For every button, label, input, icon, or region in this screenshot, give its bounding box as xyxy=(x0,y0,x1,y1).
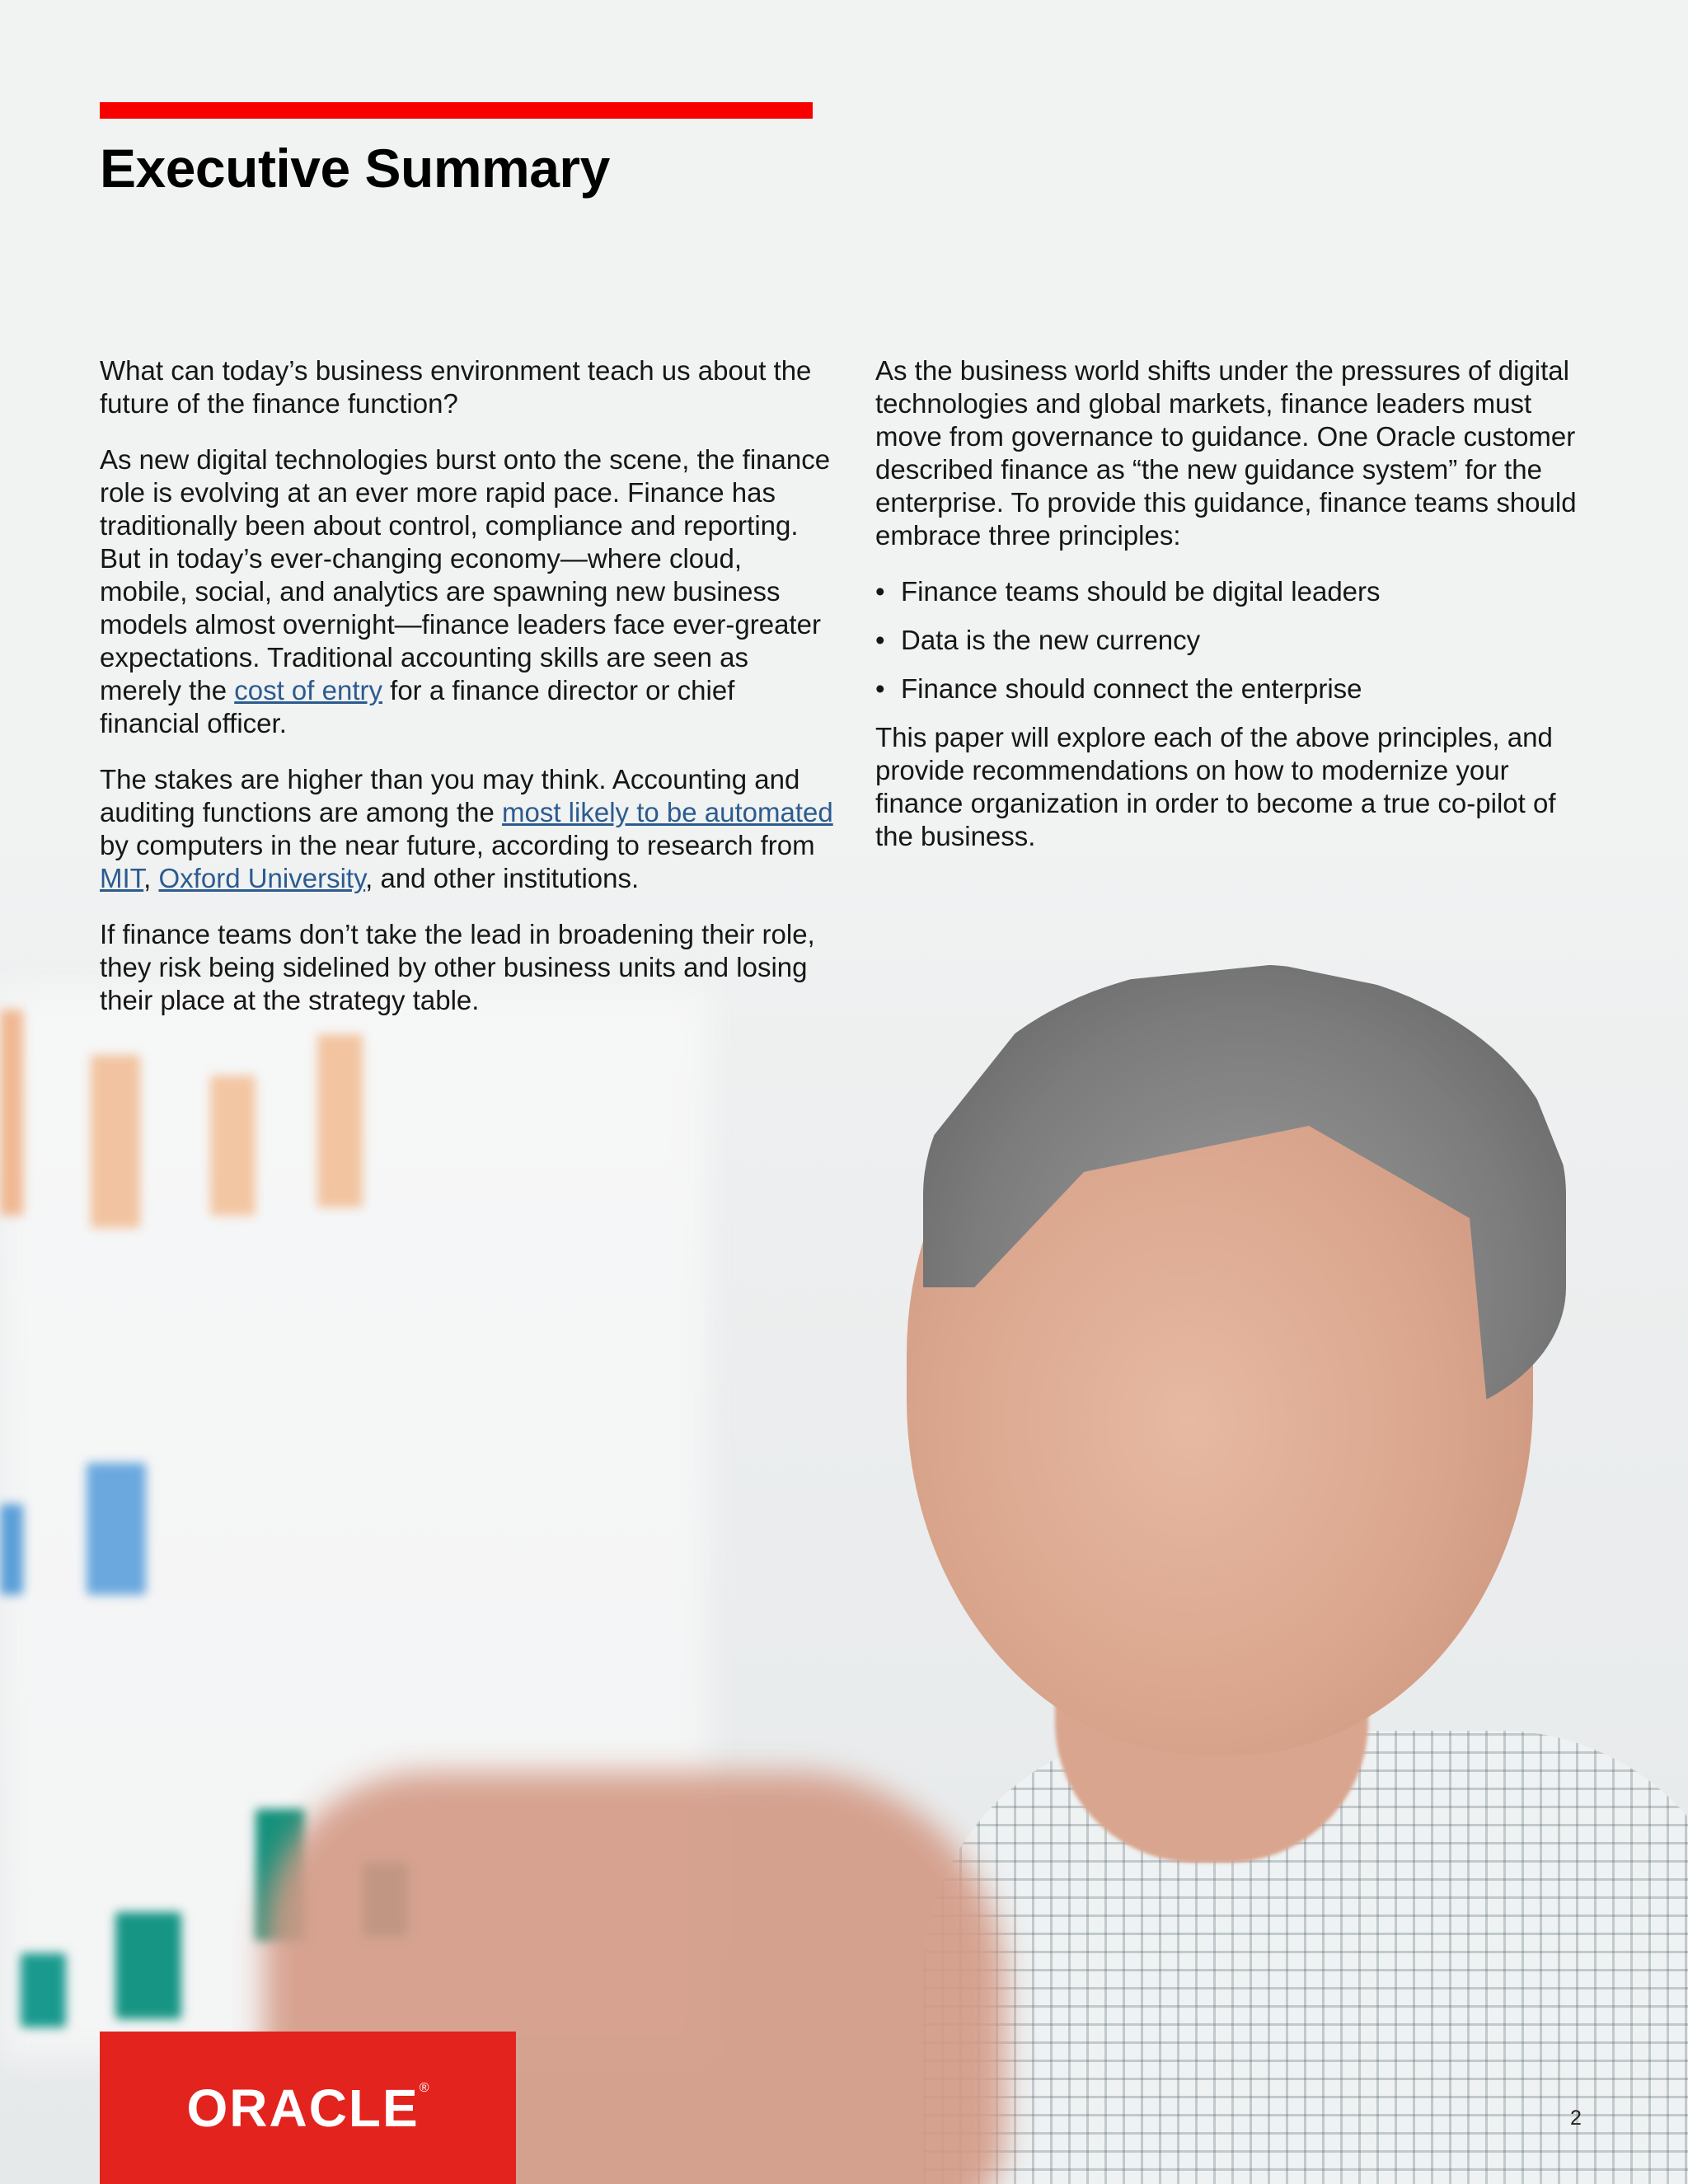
paragraph: As the business world shifts under the pressures of digital technologies and global markets, finance leaders must move from governance to guidance. One Oracle customer described finance as “the new guidance system” for the enterprise. To provide this guidance, finance teams should embrace three principles: xyxy=(875,355,1577,551)
list-item-text: Data is the new currency xyxy=(901,625,1201,655)
paragraph: If finance teams don’t take the lead in broadening their role, they risk being sidelined by other business units and losing their place at the strategy table. xyxy=(100,919,815,1015)
paragraph xyxy=(100,443,833,740)
list-item xyxy=(875,673,1601,705)
right-column xyxy=(875,354,1601,876)
chart-bar-orange xyxy=(91,1055,140,1228)
link-cost-of-entry[interactable]: cost of entry xyxy=(234,675,382,705)
bullet-icon: • xyxy=(875,576,885,607)
page-title: Executive Summary xyxy=(100,138,610,199)
principles-list xyxy=(875,575,1601,705)
page-number: 2 xyxy=(1570,2107,1582,2130)
chart-bar-orange xyxy=(210,1076,256,1216)
text-run: , and other institutions. xyxy=(365,863,640,893)
bullet-icon: • xyxy=(875,673,885,704)
text-run: for a finance director or chief financial officer. xyxy=(100,675,735,738)
paragraph xyxy=(100,763,833,895)
text-run: by computers in the near future, according to research from xyxy=(100,830,815,860)
chart-bar-orange xyxy=(317,1034,363,1207)
chart-bar-blue xyxy=(0,1504,23,1595)
list-item-text: Finance should connect the enterprise xyxy=(901,673,1362,704)
list-item xyxy=(875,575,1601,608)
text-run: , xyxy=(143,863,159,893)
link-mit[interactable]: MIT xyxy=(100,863,144,893)
link-most-likely-automated[interactable]: most likely to be automated xyxy=(502,797,833,827)
left-column xyxy=(100,354,833,1040)
chart-bar-teal xyxy=(21,1953,66,2027)
oracle-logo xyxy=(100,2032,516,2184)
link-oxford-university[interactable]: Oxford University xyxy=(158,863,366,893)
list-item-text: Finance teams should be digital leaders xyxy=(901,576,1381,607)
chart-bar-teal xyxy=(115,1912,181,2019)
text-run: As new digital technologies burst onto the scene, the finance role is evolving at an ever more rapid pace. Finance has traditionally been about control, compliance and reporting. But in today’s ever-changing economy—where cloud, mobile, social, and analytics are spawning new business models almost overnight—finance leaders face ever-greater expectations. Traditional accounting skills are seen as merely the xyxy=(100,444,831,705)
title-accent-rule xyxy=(100,102,813,119)
paragraph: What can today’s business environment teach us about the future of the finance function? xyxy=(100,355,812,419)
list-item xyxy=(875,624,1601,657)
bullet-icon: • xyxy=(875,625,885,655)
chart-bar-orange xyxy=(0,1010,23,1216)
logo-text: ORACLE xyxy=(186,2078,420,2138)
registered-mark: ® xyxy=(419,2080,429,2095)
chart-bar-blue xyxy=(87,1463,146,1595)
text-run: The stakes are higher than you may think. Accounting and auditing functions are among the xyxy=(100,764,800,827)
paragraph: This paper will explore each of the above principles, and provide recommendations on how to modernize your finance organization in order to become a true co-pilot of the business. xyxy=(875,722,1556,851)
